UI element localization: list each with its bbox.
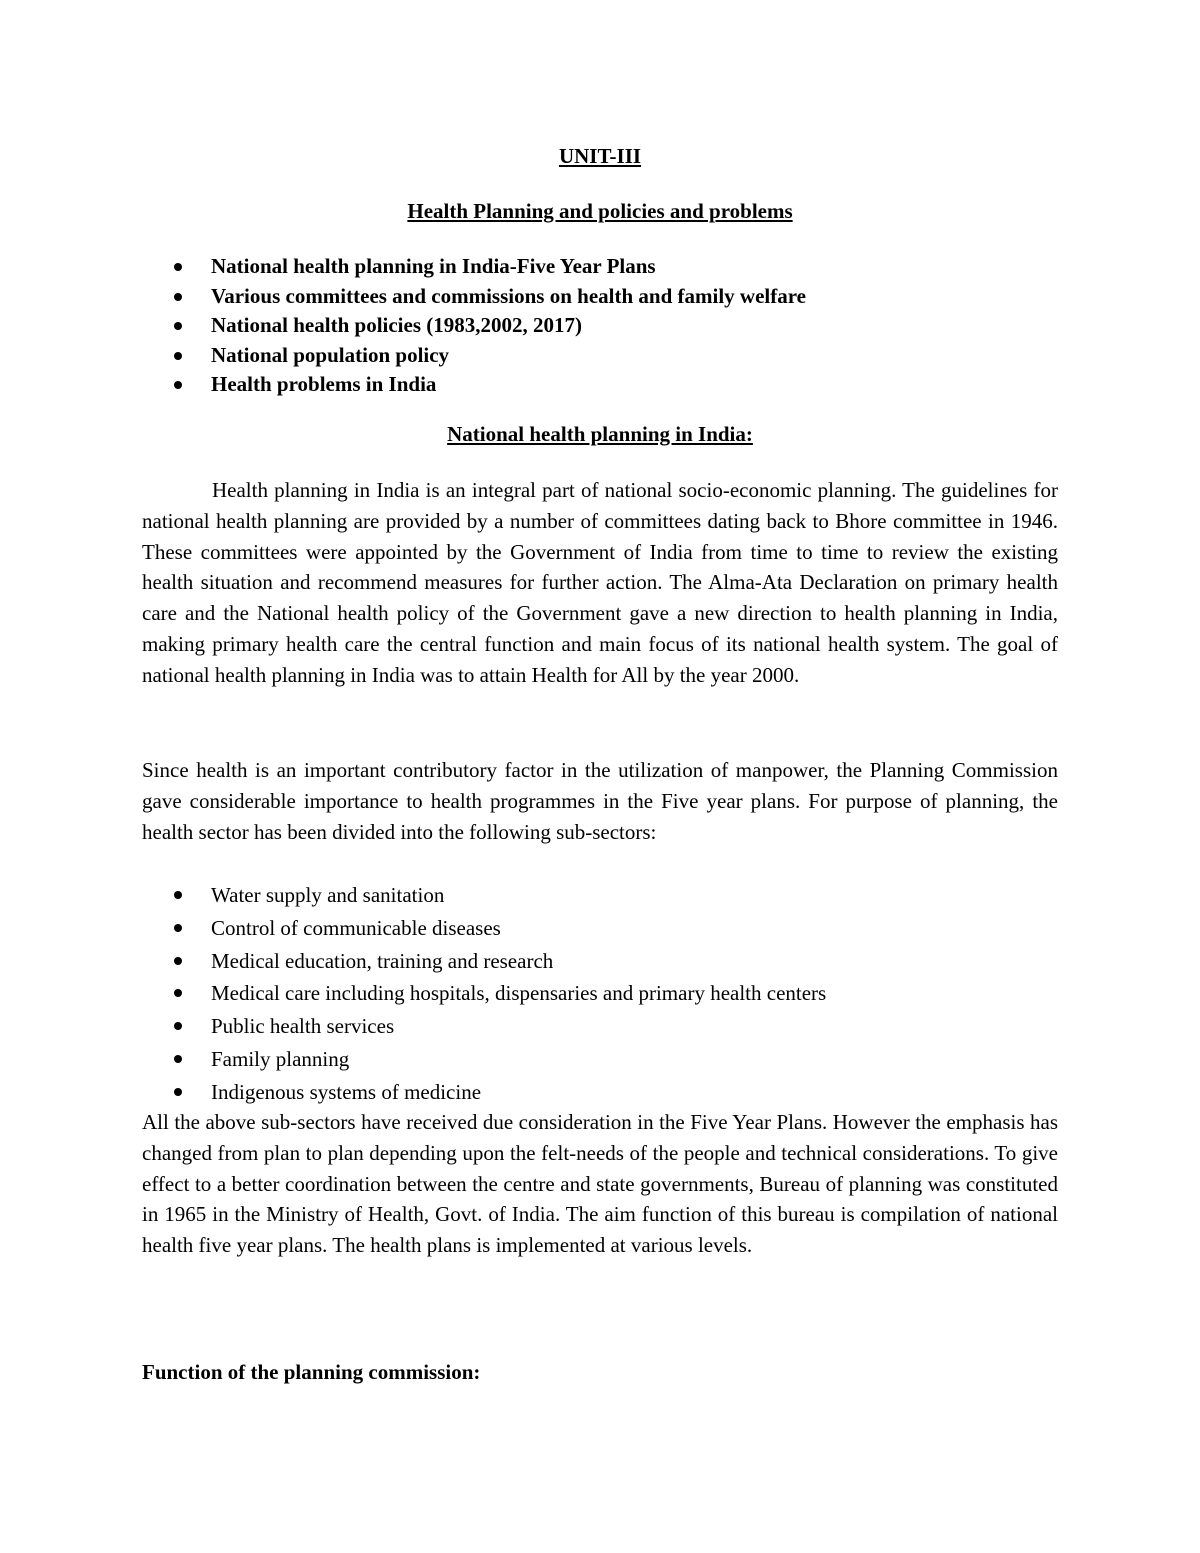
function-heading: Function of the planning commission: — [142, 1360, 481, 1384]
list-item — [166, 1043, 826, 1076]
bullet-icon — [174, 891, 182, 899]
bullet-icon — [174, 1022, 182, 1030]
list-item-text: Public health services — [211, 1014, 395, 1039]
bullet-icon — [174, 989, 182, 997]
list-item — [166, 945, 826, 978]
paragraph: Health planning in India is an integral part of national socio-economic planning. The guidelines for national health planning are provided by a number of committees dating back to Bhore committee in 1946. These committees were appointed by the Government of India from time to time to review the existing health situation and recommend measures for further action. The Alma-Ata Declaration on primary health care and the National health policy of the Government gave a new direction to health planning in India, making primary health care the central function and main focus of its national health system. The goal of national health planning in India was to attain Health for All by the year 2000. — [142, 478, 1058, 687]
unit-title: UNIT-III — [558, 144, 642, 168]
list-item-text: Health problems in India — [211, 372, 437, 396]
list-item-text: National health policies (1983,2002, 2017) — [211, 313, 582, 337]
bullet-icon — [174, 263, 182, 271]
paragraph: All the above sub-sectors have received due consideration in the Five Year Plans. However the emphasis has changed from plan to plan depending upon the felt-needs of the people and technical considerations. To give effect to a better coordination between the centre and state governments, Bureau of planning was constituted in 1965 in the Ministry of Health, Govt. of India. The aim function of this bureau is compilation of national health five year plans. The health plans is implemented at various levels. — [142, 1110, 1058, 1258]
list-item-text: National population policy — [211, 342, 450, 367]
list-item-text: National health planning in India-Five Year Plans — [211, 254, 656, 278]
paragraph: Since health is an important contributory factor in the utilization of manpower, the Planning Commission gave considerable importance to health programmes in the Five year plans. For purpose of planning, the health sector has been divided into the following sub-sectors: — [142, 758, 1058, 844]
list-item-text: Control of communicable diseases — [211, 915, 501, 940]
list-item — [166, 1010, 826, 1043]
bullet-icon — [174, 322, 182, 330]
topics-list — [166, 252, 806, 400]
list-item — [166, 252, 806, 282]
section-heading: National health planning in India: — [447, 422, 753, 446]
list-item — [166, 879, 826, 912]
list-item — [166, 370, 806, 400]
document-subtitle: Health Planning and policies and problems — [407, 199, 793, 223]
list-item-text: Various committees and commissions on health and family welfare — [211, 283, 806, 308]
list-item — [166, 1076, 826, 1109]
list-item — [166, 977, 826, 1010]
list-item-text: Medical care including hospitals, dispensaries and primary health centers — [211, 981, 827, 1006]
list-item — [166, 311, 806, 341]
bullet-icon — [174, 293, 182, 301]
list-item-text: Medical education, training and research — [211, 948, 554, 973]
bullet-icon — [174, 924, 182, 932]
list-item — [166, 341, 806, 371]
bullet-icon — [174, 381, 182, 389]
bullet-icon — [174, 1088, 182, 1096]
subsectors-list — [166, 879, 826, 1109]
list-item-text: Indigenous systems of medicine — [211, 1079, 482, 1104]
bullet-icon — [174, 957, 182, 965]
list-item — [166, 912, 826, 945]
list-item-text: Water supply and sanitation — [211, 883, 445, 907]
list-item — [166, 282, 806, 312]
bullet-icon — [174, 352, 182, 360]
list-item-text: Family planning — [211, 1046, 350, 1071]
bullet-icon — [174, 1055, 182, 1063]
